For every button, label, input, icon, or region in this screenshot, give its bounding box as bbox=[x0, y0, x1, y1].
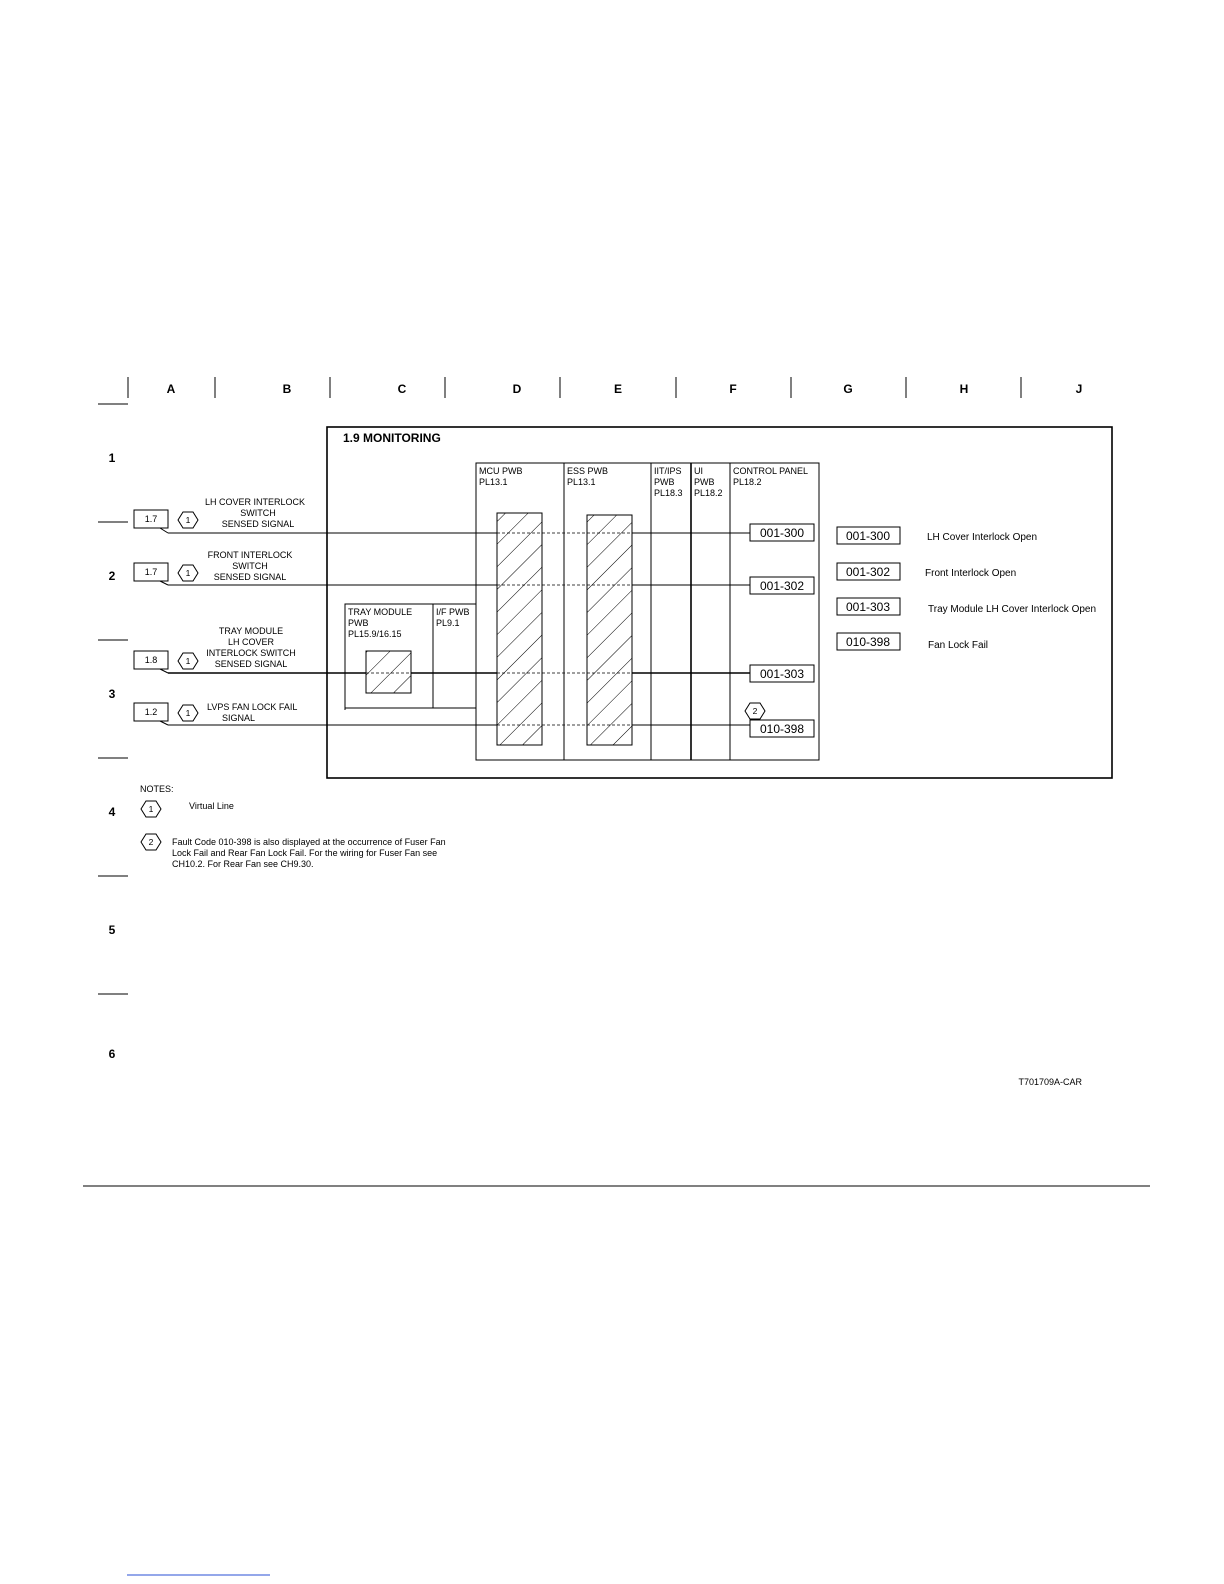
if-pwb-label: PL9.1 bbox=[436, 618, 460, 628]
column-label: B bbox=[282, 382, 292, 396]
tray-module-pwb-label: TRAY MODULE bbox=[348, 607, 413, 617]
row-label: 1 bbox=[108, 451, 116, 465]
signal-label: INTERLOCK SWITCH bbox=[206, 648, 296, 658]
ui-pwb-label: PWB bbox=[694, 477, 715, 487]
signal-ref: 1.2 bbox=[144, 707, 158, 717]
legend-text: Front Interlock Open bbox=[925, 568, 1017, 579]
notes-heading: NOTES: bbox=[140, 784, 174, 794]
mcu-chip-hatch bbox=[497, 513, 542, 745]
signal-front-interlock bbox=[134, 550, 814, 594]
signal-label: LH COVER bbox=[227, 637, 275, 647]
signal-label: SIGNAL bbox=[222, 713, 256, 723]
ui-pwb-label: PL18.2 bbox=[694, 488, 723, 498]
note-marker: 1 bbox=[185, 656, 191, 666]
row-label: 4 bbox=[108, 805, 116, 819]
iit-ips-pwb-label: IIT/IPS bbox=[654, 466, 682, 476]
note-marker: 1 bbox=[185, 568, 191, 578]
signal-label: SENSED SIGNAL bbox=[214, 659, 288, 669]
iit-ips-pwb-label: PL18.3 bbox=[654, 488, 683, 498]
legend-text: LH Cover Interlock Open bbox=[927, 532, 1038, 543]
ess-chip-hatch bbox=[587, 515, 632, 745]
ess-pwb-label: PL13.1 bbox=[567, 477, 596, 487]
note-text: Lock Fail and Rear Fan Lock Fail. For the wiring for Fuser Fan see bbox=[172, 848, 438, 858]
frame-title: 1.9 MONITORING bbox=[343, 431, 441, 445]
legend-code: 001-303 bbox=[845, 600, 891, 614]
row-label-bar bbox=[98, 404, 128, 1061]
legend-code: 001-302 bbox=[845, 565, 891, 579]
signal-ref: 1.7 bbox=[144, 514, 158, 524]
note-marker: 1 bbox=[185, 708, 191, 718]
tray-module-pwb-label: PWB bbox=[348, 618, 369, 628]
tray-chip-hatch bbox=[366, 651, 411, 693]
drawing-id: T701709A-CAR bbox=[1018, 1077, 1082, 1087]
signal-label: SENSED SIGNAL bbox=[221, 519, 295, 529]
iit-ips-pwb-label: PWB bbox=[654, 477, 675, 487]
signal-label: LH COVER INTERLOCK bbox=[204, 497, 306, 507]
row-label: 3 bbox=[108, 687, 116, 701]
notes bbox=[140, 784, 446, 869]
signal-label: SWITCH bbox=[232, 561, 268, 571]
note-text: Fault Code 010-398 is also displayed at the occurrence of Fuser Fan bbox=[172, 837, 446, 847]
row-label: 5 bbox=[108, 923, 116, 937]
fault-code: 001-303 bbox=[759, 667, 805, 681]
control-panel-label: PL18.2 bbox=[733, 477, 762, 487]
signal-ref: 1.7 bbox=[144, 567, 158, 577]
tray-module-pwb-label: PL15.9/16.15 bbox=[348, 629, 402, 639]
column-label: D bbox=[512, 382, 522, 396]
row-label: 2 bbox=[108, 569, 116, 583]
note-marker: 1 bbox=[185, 515, 191, 525]
if-pwb-label: I/F PWB bbox=[436, 607, 470, 617]
control-panel-label: CONTROL PANEL bbox=[733, 466, 809, 476]
ui-pwb-label: UI bbox=[694, 466, 703, 476]
note-text: CH10.2. For Rear Fan see CH9.30. bbox=[172, 859, 314, 869]
column-header-bar bbox=[128, 377, 1082, 398]
column-label: E bbox=[613, 382, 623, 396]
signal-label: TRAY MODULE bbox=[218, 626, 284, 636]
legend-code: 010-398 bbox=[845, 635, 891, 649]
column-label: A bbox=[166, 382, 176, 396]
fault-code: 001-300 bbox=[759, 526, 805, 540]
fault-code: 010-398 bbox=[759, 722, 805, 736]
fault-code: 001-302 bbox=[759, 579, 805, 593]
signal-label: FRONT INTERLOCK bbox=[207, 550, 293, 560]
signal-lh-cover-interlock bbox=[134, 497, 814, 541]
note-marker: 2 bbox=[752, 706, 758, 716]
note-text: Virtual Line bbox=[189, 801, 234, 811]
row-label: 6 bbox=[108, 1047, 116, 1061]
legend-code: 001-300 bbox=[845, 529, 891, 543]
column-label: C bbox=[397, 382, 407, 396]
legend-text: Fan Lock Fail bbox=[928, 640, 989, 651]
signal-label: SWITCH bbox=[240, 508, 276, 518]
note-marker: 1 bbox=[148, 804, 154, 814]
column-label: H bbox=[959, 382, 969, 396]
signal-ref: 1.8 bbox=[144, 655, 158, 665]
legend-text: Tray Module LH Cover Interlock Open bbox=[928, 604, 1097, 615]
column-label: F bbox=[729, 382, 737, 396]
fault-code-legend bbox=[837, 527, 1096, 651]
column-label: G bbox=[843, 382, 853, 396]
mcu-pwb-label: PL13.1 bbox=[479, 477, 508, 487]
signal-label: SENSED SIGNAL bbox=[213, 572, 287, 582]
mcu-pwb-label: MCU PWB bbox=[479, 466, 523, 476]
note-marker: 2 bbox=[148, 837, 154, 847]
signal-lvps-fan-lock bbox=[134, 702, 814, 737]
ess-pwb-label: ESS PWB bbox=[567, 466, 609, 476]
column-label: J bbox=[1075, 382, 1083, 396]
signal-label: LVPS FAN LOCK FAIL bbox=[207, 702, 298, 712]
